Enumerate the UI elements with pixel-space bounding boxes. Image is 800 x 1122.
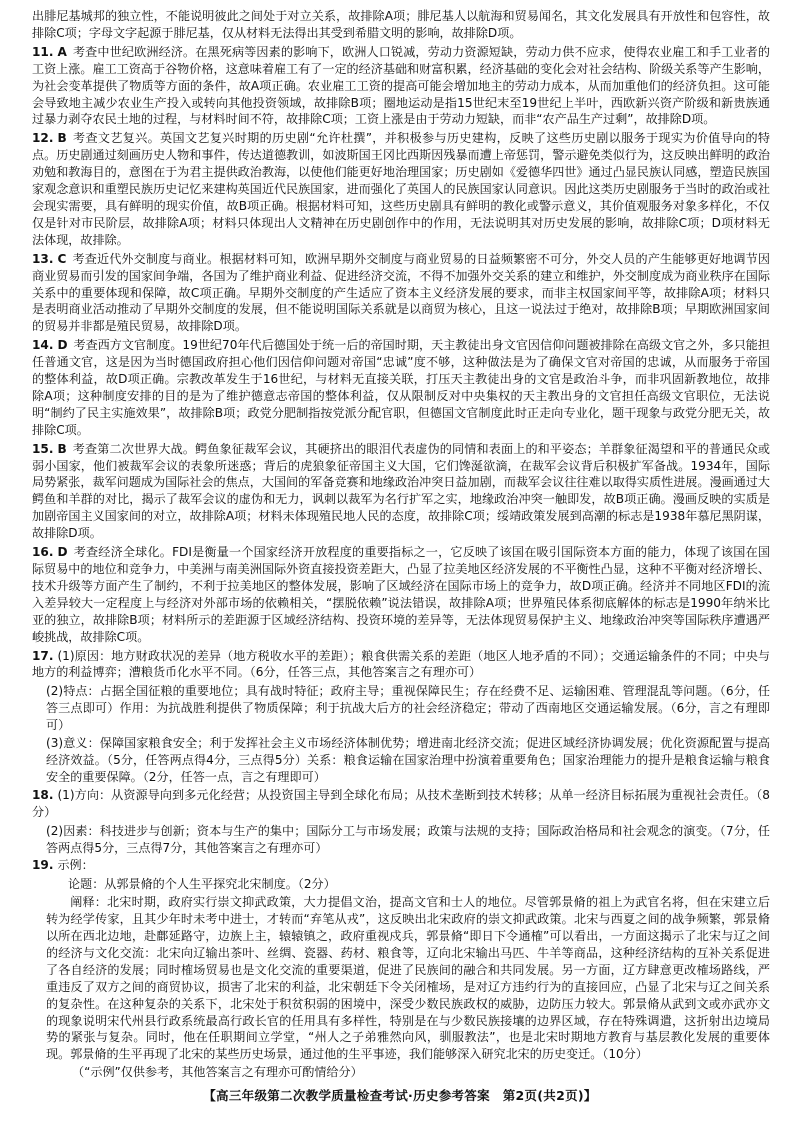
answer-q15	[32, 441, 770, 542]
answer-q16	[32, 544, 770, 645]
question-number: 13.	[32, 251, 54, 266]
answer-q14	[32, 337, 770, 438]
answer-explanation: 考查西方文官制度。19世纪70年代后德国处于统一后的帝国时期，天主教徒出身文官因信仰问题被排除在高级文官之外，多只能担任普通文官，这是因为当时德国政府担心他们因信仰问题对帝国“忠诚”度不够，这种做法是为了确保文官对帝国的忠诚，从而服务于帝国的整体利益，故D项正确。宗教改革发生于16世纪，与材料无直接关联，打压天主教徒出身的文官是政治斗争，而非巩固新教地位，故排除A项；这种制度安排的目的是为了维护德意志帝国的整体利益，仅从限制反对中央集权的天主教出身的文官担任高级文官职位，无法说明“制约了民主实施效果”，故排除B项；政党分肥制指按党派分配官职，但德国文官制度此时正走向专业化，题干现象与政党分肥无关，故排除C项。	[32, 338, 770, 437]
q19-scoring-note: （“示例”仅供参考，其他答案言之有理亦可酌情给分）	[72, 1065, 363, 1080]
q10-text: 出腓尼基城邦的独立性，不能说明彼此之间处于对立关系，故排除A项；腓尼基人以航海和贸易闻名，其文化发展具有开放性和包容性，故排除C项；字母文字起源于腓尼基，仅从材料无法得出其受到希腊文明的影响，故排除D项。	[32, 9, 770, 40]
question-number: 16.	[32, 545, 54, 560]
q18-part-1: (1)方向：从资源导向到多元化经营；从投资国主导到全球化布局；从技术垄断到技术转移；从单一经济目标拓展为重视社会责任。（8分）	[32, 787, 770, 819]
page-footer: 【高三年级第二次教学质量检查考试·历史参考答案 第2页(共2页)】	[203, 1088, 597, 1103]
answer-q12	[32, 130, 770, 248]
q10-continuation	[32, 8, 770, 42]
answer-letter: A	[57, 44, 67, 59]
answer-explanation: 考查文艺复兴。英国文艺复兴时期的历史剧“允许杜撰”，并积极参与历史建构，反映了这些历史剧以服务于现实为价值导向的特点。历史剧通过刻画历史人物和事件，传达道德教训，如波斯国王冈比西斯因残暴而遭上帝惩罚，警示避免类似行为，这反映出鲜明的政治劝勉和教海目的，意图在于为君主提供政治教海，以使他们能更好地治理国家；历史剧如《爱德华四世》通过凸显民族认同感，塑造民族国家观念意识和重塑民族历史记忆来建构英国近代民族国家，进而强化了英国人的民族国家认同意识。因此这类历史剧服务于当时的政治或社会现实需要，具有鲜明的现实价值，故B项正确。根据材料可知，这些历史剧具有鲜明的教化或警示意义，其价值观服务对象多样化，不仅仅是针对市民阶层，故排除A项；材料只体现出人文精神在历史剧创作中的作用，无法说明其对历史发展的影响，故排除C项；D项材料无法体现，故排除。	[32, 131, 770, 247]
answer-letter: C	[57, 251, 67, 266]
q19-explanation: 阐释：北宋时期，政府实行崇文抑武政策，大力提倡文治，提高文官和士人的地位。尽管郭景脩的祖上为武官名将，但在宋建立后转为经学传家，且其少年时未考中进士，才转而“弃笔从戎”，这反映出北宋政府的崇文抑武政策。北宋与西夏之间的战争频繁，郭景脩以所在西北边地，赴鄜延路守，边族上主，辕辕镇之，政府重视戍兵，郭景脩“即日下令通榷”可以看出，一方面这揭示了北宋与辽之间的经济与文化交流：北宋向辽输出茶叶、丝绸、瓷器、药材、粮食等，辽向北宋输出马匹、牛羊等商品，这种经济结构的互补关系促进了各自经济的发展；同时榷场贸易也是文化交流的重要渠道，促进了民族间的融合和共同发展。另一方面，辽方肆意更改榷场路线，严重违反了双方之间的商贸协议，损害了北宋的利益，北宋朝廷下令关闭榷场，是对辽方违约行为的直接回应，凸显了北宋与辽之间关系的复杂性。在这种复杂的关系下，北宋处于积贫积弱的困境中，深受少数民族政权的威胁，边防压力较大。郭景脩从武到文或亦武亦文的现象说明宋代州县行政系统最高行政长官的任用具有多样性，特别是在与少数民族接壤的边界区域，存在特殊调遣，这折射出边境局势的紧张与复杂。同时，他在任职期间立学堂，“州人之子弟雅然向风，驯服教法”，也是北宋时期地方教育与基层教化发展的重要体现。郭景脩的生平再现了北宋的某些历史场景，通过他的生平事迹，我们能够深入研究北宋的历史变迁。（10分）	[46, 895, 770, 1062]
q18-part-2: (2)因素：科技进步与创新；资本与生产的集中；国际分工与市场发展；政策与法规的支持；国际政治格局和社会观念的演变。（7分，任答两点得5分，三点得7分，其他答案言之有理亦可）	[46, 823, 770, 855]
answer-q17-header	[32, 648, 770, 682]
question-number: 17.	[32, 648, 54, 663]
q19-label: 示例：	[57, 858, 94, 873]
q17-part-1: (1)原因：地方财政状况的差异（地方税收水平的差距）；粮食供需关系的差距（地区人地矛盾的不同）；交通运输条件的不同；中央与地方的利益博弈；漕粮货币化水平不同。（6分，任答三点，其他答案言之有理亦可）	[32, 648, 770, 680]
q19-thesis: 论题：从郭景脩的个人生平探究北宋制度。（2分）	[68, 877, 336, 892]
answer-letter: D	[57, 338, 68, 353]
question-number: 12.	[32, 131, 54, 146]
question-number: 15.	[32, 441, 54, 456]
answer-letter: B	[57, 131, 67, 146]
answer-q13	[32, 251, 770, 336]
question-number: 11.	[32, 44, 54, 59]
answer-explanation: 考查近代外交制度与商业。根据材料可知，欧洲早期外交制度与商业贸易的日益频繁密不可分，外交人员的产生能够更好地调节因商业贸易而引发的国家间争端，各国为了维护商业利益、促进经济交流，不得不加强外交关系的建立和维护，外交制度成为商业秩序在国际关系中的重要体现和保障，故C项正确。早期外交制度的产生适应了资本主义经济发展的要求，而非主权国家间平等，故排除A项；材料只是表明商业活动推动了早期外交制度的发展，但不能说明国际关系就是以商贸为核心，且这一说法过于绝对，故排除B项；早期欧洲国家间的贸易并非都是殖民贸易，故排除D项。	[32, 251, 770, 334]
answer-letter: B	[57, 441, 67, 456]
answer-explanation: 考查经济全球化。FDI是衡量一个国家经济开放程度的重要指标之一，它反映了该国在吸引国际资本方面的能力，体现了该国在国际贸易中的地位和竞争力，中美洲与南美洲国际外资直接投资差距大，凸显了拉美地区经济发展的不平衡性凸显，这种不平衡对经济增长、技术升级等方面产生了制约，不利于拉美地区的整体发展，影响了区域经济在国际市场上的竞争力，故D项正确。经济并不同地区FDI的流入差异较大一定程度上与经济对外部市场的依赖相关，“摆脱依赖”说法错误，故排除A项；世界殖民体系彻底解体的标志是1990年纳米比亚的独立，故排除B项；材料所示的差距源于区域经济结构、投资环境的差异等，无法体现贸易保护主义、地缘政治冲突等国际秩序遭遇严峻挑战，故排除C项。	[32, 545, 770, 644]
q17-part-3: (3)意义：保障国家粮食安全；利于发挥社会主义市场经济体制优势；增进南北经济交流；促进区域经济协调发展；优化资源配置与提高经济效益。（5分，任答两点得4分，三点得5分）关系：粮食运输在国家治理中扮演着重要角色；国家治理能力的提升是粮食运输与粮食安全的重要保障。（2分，任答一点，言之有理即可）	[46, 736, 770, 784]
answer-q19-header	[32, 857, 770, 874]
q17-part-2: (2)特点：占据全国征粮的重要地位；具有战时特征；政府主导；重视保障民生；存在经费不足、运输困难、管理混乱等问题。（6分，任答三点即可）作用：为抗战胜利提供了物质保障；利于抗战大后方的社会经济稳定；带动了西南地区交通运输发展。（6分，言之有理即可）	[46, 684, 770, 733]
question-number: 14.	[32, 338, 54, 353]
answer-explanation: 考查第二次世界大战。鳄鱼象征裁军会议，其硬挤出的眼泪代表虚伪的同情和表面上的和平姿态；羊群象征渴望和平的普通民众或弱小国家，他们被裁军会议的表象所迷惑；背后的虎狼象征帝国主义大国，它们馋涎欲滴，在裁军会议背后积极扩军备战。1934年，国际局势紧张，裁军问题成为国际社会的焦点，大国间的军备竞赛和地缘政治冲突日益加剧，而裁军会议往往难以取得实质性进展。漫画通过大鳄鱼和羊群的对比，揭示了裁军会议的虚伪和无力，讽刺以裁军为名行扩军之实，地缘政治冲突一触即发，故B项正确。漫画反映的实质是加剧帝国主义国家间的对立，故排除A项；材料未体现殖民地人民的态度，故排除C项；绥靖政策发展到高潮的标志是1938年慕尼黑阴谋，故排除D项。	[32, 441, 770, 541]
question-number: 18.	[32, 787, 54, 802]
answer-letter: D	[57, 545, 68, 560]
answer-q11	[32, 44, 770, 129]
answer-explanation: 考查中世纪欧洲经济。在黑死病等因素的影响下，欧洲人口锐减，劳动力资源短缺，劳动力供不应求，使得农业雇工和手工业者的工资上涨。雇工工资高于谷物价格，这意味着雇工有了一定的经济基础和财富积累，经济基础的变化会对社会结构、阶级关系等产生影响，为社会变革提供了物质等方面的条件，故A项正确。农业雇工工资的提高可能会增加地主的劳动力成本，从而加重他们的经济负担。这可能会导致地主减少农业生产投入或转向其他投资领域，故排除B项；圈地运动是指15世纪末至19世纪上半叶，西欧新兴资产阶级和新贵族通过暴力剥夺农民土地的过程，与材料时间不符，故排除C项；工资上涨是由于劳动力短缺，而非“农产品生产过剩”，故排除D项。	[32, 44, 770, 127]
question-number: 19.	[32, 858, 54, 873]
answer-q18-header	[32, 787, 770, 821]
